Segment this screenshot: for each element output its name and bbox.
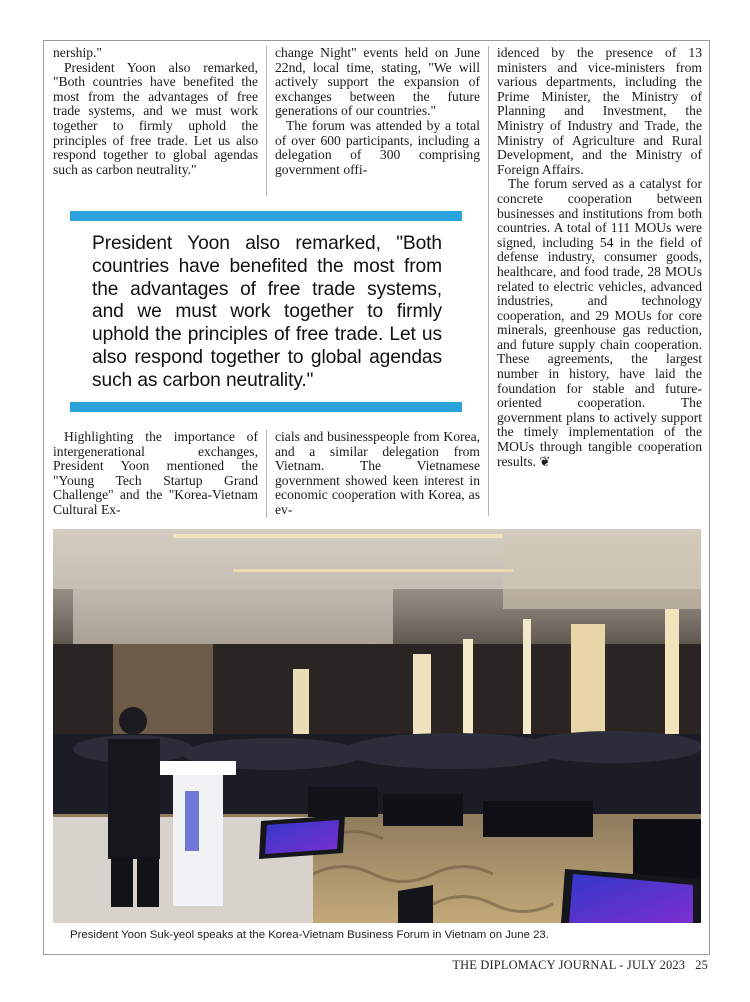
article-column-2-bottom bbox=[275, 430, 480, 522]
article-column-3 bbox=[497, 46, 702, 521]
paragraph: The forum was attended by a total of over 600 participants, including a delegation of 300 comprising government offi- bbox=[275, 117, 480, 177]
pullquote: President Yoon also remarked, "Both countries have benefited the most from the advantages of free trade systems, and we must work together to firmly uphold the principles of free trade. Let us also respond together to global agendas such as carbon neutrality." bbox=[92, 233, 442, 391]
article-column-2-top bbox=[275, 46, 480, 196]
paragraph: nership." bbox=[53, 45, 102, 60]
paragraph: idenced by the presence of 13 ministers and vice-ministers from various departments, including the Prime Minister, the Ministry of Planning and Investment, the Ministry of Industry and Trade, the Ministry of Agriculture and Rural Development, and the Ministry of Foreign Affairs. bbox=[497, 45, 702, 177]
pullquote-bar-bottom bbox=[70, 402, 462, 412]
end-mark-icon: ❦ bbox=[539, 453, 551, 469]
publication-name: THE DIPLOMACY JOURNAL - JULY 2023 bbox=[452, 958, 686, 972]
paragraph: cials and businesspeople from Korea, and a similar delegation from Vietnam. The Vietnamese government showed keen interest in economic cooperation with Korea, as ev- bbox=[275, 429, 480, 517]
paragraph-text: The forum served as a catalyst for concrete cooperation between businesses and institutions from both countries. A total of 111 MOUs were signed, including 54 in the field of defense industry, consumer goods, healthcare, and food trade, 28 MOUs related to electric vehicles, advanced industries, and technology cooperation, and 29 MOUs for core minerals, greenhouse gas reduction, and future supply chain cooperation. These agreements, the largest number in history, have laid the foundation for stable and future-oriented cooperation. The government plans to actively support the timely implementation of the MOUs through tangible cooperation results. bbox=[497, 176, 702, 469]
article-column-1-bottom bbox=[53, 430, 258, 522]
paragraph: Highlighting the importance of intergenerational exchanges, President Yoon mentioned the "Young Tech Startup Grand Challenge" and the "Korea-Vietnam Cultural Ex- bbox=[53, 429, 258, 517]
page-number: 25 bbox=[695, 958, 708, 972]
page-footer bbox=[452, 958, 708, 973]
paragraph: change Night" events held on June 22nd, local time, stating, "We will actively support the expansion of exchanges between the future generations of our countries." bbox=[275, 45, 480, 119]
column-divider bbox=[266, 430, 267, 518]
paragraph bbox=[497, 177, 702, 469]
pullquote-bar-top bbox=[70, 211, 462, 221]
column-divider bbox=[266, 46, 267, 196]
forum-photo bbox=[53, 529, 701, 923]
column-divider bbox=[488, 46, 489, 516]
photo-caption: President Yoon Suk-yeol speaks at the Korea-Vietnam Business Forum in Vietnam on June 23. bbox=[70, 929, 549, 941]
article-column-1-top bbox=[53, 46, 258, 196]
paragraph: President Yoon also remarked, "Both countries have benefited the most from the advantages of free trade systems, and we must work together to firmly uphold the principles of free trade. Let us also respond together to global agendas such as carbon neutrality." bbox=[53, 59, 258, 177]
